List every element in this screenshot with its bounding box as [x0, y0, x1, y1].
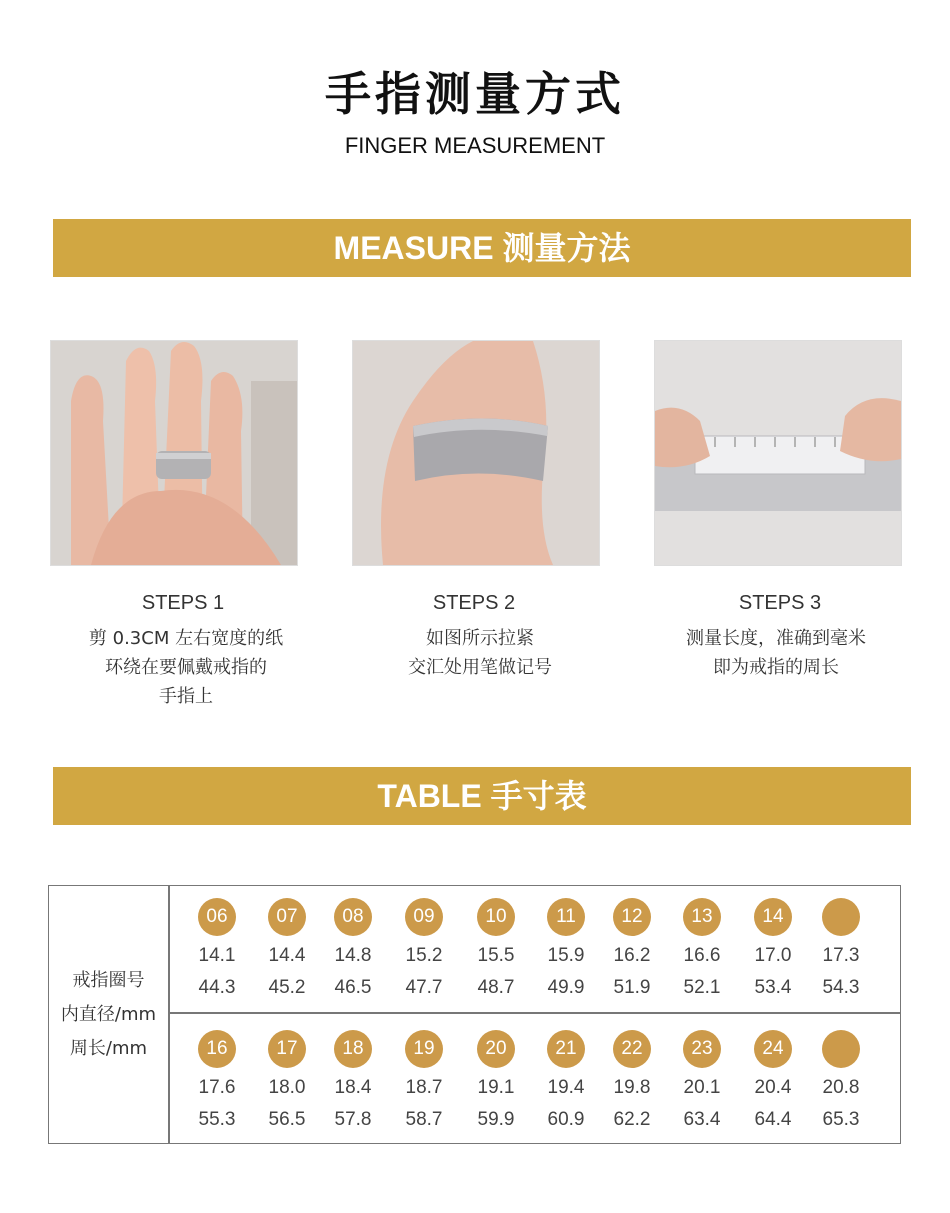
step2-line: 如图所示拉紧 — [426, 628, 534, 649]
size-badge: 13 — [683, 898, 721, 936]
size-column — [466, 1030, 526, 1136]
step1-photo — [50, 340, 298, 566]
step1-line: 剪 0.3CM 左右宽度的纸 — [88, 628, 284, 649]
size-badge: 22 — [613, 1030, 651, 1068]
size-column — [743, 898, 803, 1004]
inner-diameter-value: 17.0 — [754, 945, 792, 966]
size-column — [672, 1030, 732, 1136]
size-column — [257, 898, 317, 1004]
page-title: 手指测量方式 — [325, 67, 625, 121]
circumference-value: 62.2 — [613, 1109, 651, 1130]
step3-description — [626, 624, 926, 682]
circumference-value: 51.9 — [613, 977, 651, 998]
size-column — [257, 1030, 317, 1136]
step1-line: 手指上 — [159, 686, 213, 707]
size-badge: 21 — [547, 1030, 585, 1068]
size-badge: 23 — [683, 1030, 721, 1068]
inner-diameter-value: 17.6 — [198, 1077, 236, 1098]
inner-diameter-value: 17.3 — [822, 945, 860, 966]
circumference-value: 49.9 — [547, 977, 585, 998]
circumference-value: 55.3 — [198, 1109, 236, 1130]
step3-line: 测量长度，准确到毫米 — [686, 628, 866, 649]
circumference-value: 48.7 — [477, 977, 515, 998]
circumference-value: 47.7 — [405, 977, 443, 998]
size-column — [602, 1030, 662, 1136]
table-divider-vertical — [168, 886, 170, 1143]
circumference-value: 58.7 — [405, 1109, 443, 1130]
size-badge: 24 — [754, 1030, 792, 1068]
circumference-value: 63.4 — [683, 1109, 721, 1130]
inner-diameter-value: 18.0 — [268, 1077, 306, 1098]
step2-description — [330, 624, 630, 682]
size-badge: 06 — [198, 898, 236, 936]
inner-diameter-value: 20.4 — [754, 1077, 792, 1098]
step2-title: STEPS 2 — [432, 592, 516, 614]
inner-diameter-value: 19.8 — [613, 1077, 651, 1098]
inner-diameter-value: 20.1 — [683, 1077, 721, 1098]
inner-diameter-value: 14.4 — [268, 945, 306, 966]
inner-diameter-value: 19.4 — [547, 1077, 585, 1098]
step3-line: 即为戒指的周长 — [713, 657, 839, 678]
size-column — [811, 898, 871, 1004]
size-column — [672, 898, 732, 1004]
size-column — [323, 1030, 383, 1136]
table-divider-horizontal — [168, 1012, 900, 1014]
step2-line: 交汇处用笔做记号 — [408, 657, 552, 678]
inner-diameter-value: 15.5 — [477, 945, 515, 966]
table-banner: TABLE 手寸表 — [53, 767, 911, 825]
inner-diameter-value: 18.4 — [334, 1077, 372, 1098]
size-badge — [822, 1030, 860, 1068]
step1-title: STEPS 1 — [141, 592, 225, 614]
size-column — [536, 898, 596, 1004]
size-table — [48, 885, 901, 1144]
circumference-value: 65.3 — [822, 1109, 860, 1130]
inner-diameter-value: 15.2 — [405, 945, 443, 966]
size-badge: 07 — [268, 898, 306, 936]
inner-diameter-value: 18.7 — [405, 1077, 443, 1098]
inner-diameter-value: 20.8 — [822, 1077, 860, 1098]
label-circumference: 周长/mm — [69, 1038, 148, 1059]
step3-photo — [654, 340, 902, 566]
size-badge: 10 — [477, 898, 515, 936]
size-badge: 19 — [405, 1030, 443, 1068]
circumference-value: 53.4 — [754, 977, 792, 998]
size-badge: 11 — [547, 898, 585, 936]
circumference-value: 60.9 — [547, 1109, 585, 1130]
label-size: 戒指圈号 — [72, 970, 145, 991]
inner-diameter-value: 14.1 — [198, 945, 236, 966]
size-column — [187, 898, 247, 1004]
circumference-value: 54.3 — [822, 977, 860, 998]
size-badge: 18 — [334, 1030, 372, 1068]
size-badge: 20 — [477, 1030, 515, 1068]
inner-diameter-value: 19.1 — [477, 1077, 515, 1098]
circumference-value: 52.1 — [683, 977, 721, 998]
circumference-value: 57.8 — [334, 1109, 372, 1130]
size-column — [187, 1030, 247, 1136]
measure-banner: MEASURE 测量方法 — [53, 219, 911, 277]
size-badge — [822, 898, 860, 936]
inner-diameter-value: 15.9 — [547, 945, 585, 966]
circumference-value: 44.3 — [198, 977, 236, 998]
page-subtitle: FINGER MEASUREMENT — [344, 133, 606, 158]
circumference-value: 59.9 — [477, 1109, 515, 1130]
step1-description — [36, 624, 336, 711]
inner-diameter-value: 16.2 — [613, 945, 651, 966]
step2-photo — [352, 340, 600, 566]
step1-line: 环绕在要佩戴戒指的 — [105, 657, 267, 678]
row-labels — [49, 964, 168, 1066]
circumference-value: 46.5 — [334, 977, 372, 998]
size-column — [743, 1030, 803, 1136]
circumference-value: 64.4 — [754, 1109, 792, 1130]
size-column — [323, 898, 383, 1004]
size-badge: 17 — [268, 1030, 306, 1068]
inner-diameter-value: 16.6 — [683, 945, 721, 966]
circumference-value: 45.2 — [268, 977, 306, 998]
label-diameter: 内直径/mm — [60, 1004, 157, 1025]
step3-title: STEPS 3 — [738, 592, 822, 614]
size-column — [394, 898, 454, 1004]
size-badge: 16 — [198, 1030, 236, 1068]
size-badge: 14 — [754, 898, 792, 936]
size-badge: 09 — [405, 898, 443, 936]
inner-diameter-value: 14.8 — [334, 945, 372, 966]
size-column — [602, 898, 662, 1004]
circumference-value: 56.5 — [268, 1109, 306, 1130]
size-column — [811, 1030, 871, 1136]
size-column — [466, 898, 526, 1004]
size-column — [536, 1030, 596, 1136]
size-column — [394, 1030, 454, 1136]
size-badge: 12 — [613, 898, 651, 936]
size-badge: 08 — [334, 898, 372, 936]
